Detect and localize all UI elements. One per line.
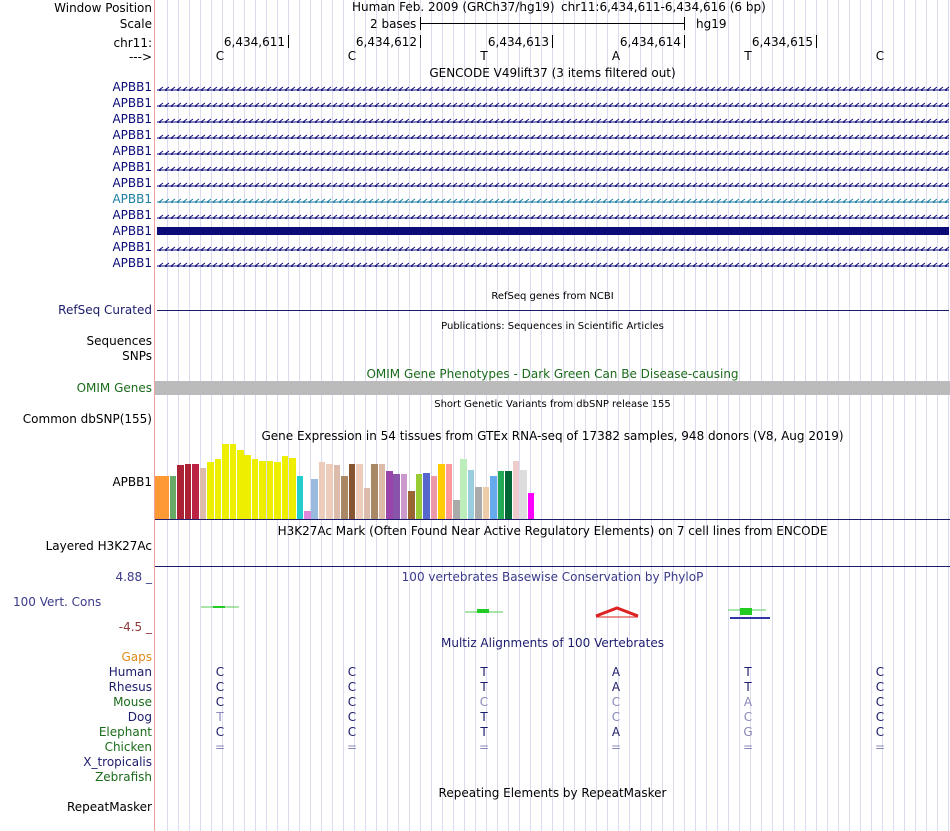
grid-line <box>915 0 916 831</box>
repeatmasker-track-title: Repeating Elements by RepeatMasker <box>438 786 667 800</box>
grid-line <box>552 0 553 831</box>
gtex-tissue-bar[interactable] <box>393 474 400 520</box>
grid-line <box>717 0 718 831</box>
alignment-base: C <box>347 710 357 724</box>
grid-line <box>244 0 245 831</box>
snps-track-label[interactable]: SNPs <box>122 349 152 363</box>
alignment-base: C <box>875 680 885 694</box>
alignment-base: C <box>347 725 357 739</box>
grid-line <box>596 0 597 831</box>
phylop-min-label: -4.5 _ <box>118 620 152 634</box>
grid-line <box>926 0 927 831</box>
sequences-track-label[interactable]: Sequences <box>86 334 152 348</box>
alignment-base: C <box>215 680 225 694</box>
gtex-tissue-bar[interactable] <box>170 476 177 520</box>
alignment-base: C <box>347 665 357 679</box>
grid-line <box>200 0 201 831</box>
gtex-tissue-bar[interactable] <box>416 474 423 520</box>
chrom-label: chr11: <box>113 36 152 50</box>
gencode-transcript[interactable] <box>157 147 949 155</box>
grid-line <box>288 0 289 831</box>
gtex-tissue-bar[interactable] <box>520 470 527 520</box>
alignment-base: T <box>744 665 752 679</box>
reference-base: T <box>744 49 752 63</box>
grid-line <box>431 0 432 831</box>
grid-line <box>321 0 322 831</box>
alignment-base: A <box>611 680 621 694</box>
reference-base: A <box>611 49 621 63</box>
grid-line <box>816 0 817 831</box>
alignment-base: T <box>480 680 488 694</box>
grid-line <box>409 0 410 831</box>
grid-line <box>277 0 278 831</box>
strand-label: ---> <box>128 50 152 64</box>
gtex-tissue-bar[interactable] <box>423 473 430 520</box>
gtex-tissue-bar[interactable] <box>483 487 490 520</box>
alignment-base: = <box>742 740 754 754</box>
grid-line <box>673 0 674 831</box>
reference-base: C <box>215 49 225 63</box>
alignment-base: T <box>744 680 752 694</box>
grid-line <box>574 0 575 831</box>
grid-line <box>849 0 850 831</box>
gtex-tissue-bar[interactable] <box>237 450 244 520</box>
phylop-plot[interactable] <box>155 598 950 626</box>
omim-track-label[interactable]: OMIM Genes <box>76 381 152 395</box>
grid-line <box>519 0 520 831</box>
species-label[interactable]: Zebrafish <box>95 770 152 784</box>
grid-line <box>607 0 608 831</box>
coordinate-tick <box>684 35 685 48</box>
gtex-tissue-bar[interactable] <box>230 444 237 520</box>
gencode-gene-label[interactable]: APBB1 <box>112 192 152 206</box>
grid-line <box>585 0 586 831</box>
grid-line <box>266 0 267 831</box>
grid-line <box>167 0 168 831</box>
coordinate-tick <box>288 35 289 48</box>
refseq-line[interactable] <box>157 310 949 311</box>
grid-line <box>838 0 839 831</box>
gtex-tissue-bar[interactable] <box>341 476 348 520</box>
reference-base: C <box>875 49 885 63</box>
gtex-track-title: Gene Expression in 54 tissues from GTEx RNA-seq of 17382 samples, 948 donors (V8, Aug 2019) <box>261 429 844 443</box>
alignment-base: T <box>480 710 488 724</box>
gtex-tissue-bar[interactable] <box>386 471 393 520</box>
gtex-tissue-bar[interactable] <box>371 464 378 520</box>
gtex-tissue-bar[interactable] <box>319 462 326 520</box>
species-label[interactable]: Elephant <box>98 725 152 739</box>
position-text: chr11:6,434,611-6,434,616 (6 bp) <box>561 0 766 14</box>
gtex-tissue-bar[interactable] <box>207 462 214 520</box>
alignment-base: C <box>743 710 753 724</box>
species-label[interactable]: Rhesus <box>108 680 152 694</box>
alignment-base: = <box>610 740 622 754</box>
alignment-base: T <box>480 665 488 679</box>
gtex-tissue-bar[interactable] <box>282 456 289 520</box>
gtex-tissue-bar[interactable] <box>379 464 386 520</box>
phylop-track-title: 100 vertebrates Basewise Conservation by PhyloP <box>401 570 704 584</box>
grid-line <box>332 0 333 831</box>
gtex-tissue-bar[interactable] <box>468 470 475 520</box>
gencode-track-title: GENCODE V49lift37 (3 items filtered out) <box>429 66 676 80</box>
coordinate-tick <box>816 35 817 48</box>
gtex-tissue-bar[interactable] <box>401 474 408 520</box>
gencode-gene-label[interactable]: APBB1 <box>112 208 152 222</box>
alignment-base: = <box>478 740 490 754</box>
species-label[interactable]: X_tropicalis <box>83 755 152 769</box>
gtex-tissue-bar[interactable] <box>334 465 341 520</box>
phylop-max-label: 4.88 _ <box>115 570 152 584</box>
species-label[interactable]: Chicken <box>104 740 152 754</box>
grid-line <box>508 0 509 831</box>
gtex-tissue-bar[interactable] <box>177 465 184 520</box>
assembly-text: Human Feb. 2009 (GRCh37/hg19) <box>352 0 555 14</box>
grid-line <box>871 0 872 831</box>
gtex-tissue-bar[interactable] <box>289 458 296 520</box>
gencode-transcript[interactable] <box>157 83 949 91</box>
gtex-tissue-bar[interactable] <box>326 464 333 520</box>
grid-line <box>728 0 729 831</box>
grid-line <box>343 0 344 831</box>
gencode-gene-label[interactable]: APBB1 <box>112 80 152 94</box>
reference-base: C <box>347 49 357 63</box>
gtex-tissue-bar[interactable] <box>356 464 363 520</box>
gtex-tissue-bar[interactable] <box>155 476 162 520</box>
gencode-transcript[interactable] <box>157 179 949 187</box>
gencode-transcript[interactable] <box>157 163 949 171</box>
gtex-tissue-bar[interactable] <box>267 461 274 520</box>
grid-line <box>640 0 641 831</box>
gtex-tissue-bar[interactable] <box>200 468 207 520</box>
species-label[interactable]: Dog <box>127 710 152 724</box>
gtex-tissue-bar[interactable] <box>222 444 229 520</box>
grid-line <box>178 0 179 831</box>
alignment-base: A <box>611 665 621 679</box>
coordinate-label: 6,434,612 <box>355 35 417 49</box>
grid-line <box>299 0 300 831</box>
coordinate-label: 6,434,614 <box>619 35 681 49</box>
phylop-mark-4 <box>596 608 638 617</box>
refseq-track-label[interactable]: RefSeq Curated <box>58 303 152 317</box>
scale-bar <box>420 23 684 24</box>
gtex-tissue-bar[interactable] <box>513 461 520 520</box>
grid-line <box>893 0 894 831</box>
grid-line <box>629 0 630 831</box>
alignment-base: T <box>216 710 224 724</box>
gencode-gene-label[interactable]: APBB1 <box>112 176 152 190</box>
grid-line <box>684 0 685 831</box>
grid-line <box>783 0 784 831</box>
refseq-track-title: RefSeq genes from NCBI <box>491 291 614 302</box>
grid-line <box>310 0 311 831</box>
grid-line <box>948 0 949 831</box>
grid-line <box>695 0 696 831</box>
reference-base: T <box>480 49 488 63</box>
omim-track-title: OMIM Gene Phenotypes - Dark Green Can Be Disease-causing <box>366 367 739 381</box>
alignment-base: C <box>479 695 489 709</box>
grid-line <box>420 0 421 831</box>
gencode-transcript[interactable] <box>157 259 949 267</box>
scale-db: hg19 <box>696 17 727 31</box>
alignment-base: C <box>347 680 357 694</box>
grid-line <box>937 0 938 831</box>
phylop-mark-3 <box>465 609 503 613</box>
gencode-gene-label[interactable]: APBB1 <box>112 160 152 174</box>
grid-line <box>211 0 212 831</box>
coordinate-label: 6,434,611 <box>223 35 285 49</box>
grid-line <box>453 0 454 831</box>
gtex-tissue-bar[interactable] <box>438 464 445 520</box>
gencode-transcript[interactable] <box>157 115 949 123</box>
scale-bar-left-end <box>420 17 421 30</box>
alignment-base: = <box>346 740 358 754</box>
gtex-tissue-bar[interactable] <box>244 455 251 520</box>
gtex-tissue-bar[interactable] <box>446 464 453 520</box>
alignment-base: C <box>875 665 885 679</box>
alignment-base: C <box>875 695 885 709</box>
gtex-tissue-bar[interactable] <box>475 487 482 520</box>
gtex-baseline <box>155 519 950 520</box>
gtex-tissue-bar[interactable] <box>311 479 318 520</box>
grid-line <box>442 0 443 831</box>
grid-line <box>805 0 806 831</box>
alignment-base: A <box>743 695 753 709</box>
gencode-transcript[interactable] <box>157 99 949 107</box>
species-label[interactable]: Human <box>108 665 152 679</box>
grid-line <box>563 0 564 831</box>
alignment-base: C <box>215 695 225 709</box>
coordinate-label: 6,434,615 <box>751 35 813 49</box>
grid-line <box>233 0 234 831</box>
grid-line <box>365 0 366 831</box>
gencode-gene-label[interactable]: APBB1 <box>112 256 152 270</box>
gencode-gene-label[interactable]: APBB1 <box>112 144 152 158</box>
gtex-tissue-bar[interactable] <box>460 459 467 520</box>
grid-line <box>651 0 652 831</box>
alignment-base: G <box>743 725 753 739</box>
grid-line <box>904 0 905 831</box>
phylop-mark-5 <box>728 608 770 618</box>
coordinate-tick <box>552 35 553 48</box>
grid-line <box>794 0 795 831</box>
dbsnp-track-title: Short Genetic Variants from dbSNP release 155 <box>434 399 671 410</box>
gencode-transcript[interactable] <box>157 243 949 251</box>
grid-line <box>464 0 465 831</box>
alignment-base: C <box>347 695 357 709</box>
gtex-tissue-bar[interactable] <box>349 464 356 520</box>
gencode-transcript[interactable] <box>157 195 949 203</box>
grid-line <box>189 0 190 831</box>
gtex-tissue-bar[interactable] <box>453 500 460 520</box>
gaps-label: Gaps <box>121 650 152 664</box>
dbsnp-track-label[interactable]: Common dbSNP(155) <box>22 412 152 426</box>
h3k27ac-track-title: H3K27Ac Mark (Often Found Near Active Regulatory Elements) on 7 cell lines from ENCODE <box>277 524 828 538</box>
gtex-tissue-bar[interactable] <box>274 462 281 520</box>
gtex-tissue-bar[interactable] <box>162 476 169 520</box>
coordinate-label: 6,434,613 <box>487 35 549 49</box>
grid-line <box>541 0 542 831</box>
gencode-gene-label[interactable]: APBB1 <box>112 224 152 238</box>
coordinate-tick <box>420 35 421 48</box>
alignment-base: A <box>611 725 621 739</box>
grid-line <box>860 0 861 831</box>
omim-bar[interactable] <box>155 381 950 395</box>
gtex-tissue-bar[interactable] <box>185 464 192 520</box>
grid-line <box>530 0 531 831</box>
gencode-transcript[interactable] <box>157 211 949 219</box>
alignment-base: C <box>611 710 621 724</box>
scale-label: Scale <box>119 17 152 31</box>
grid-line <box>761 0 762 831</box>
grid-line <box>739 0 740 831</box>
phylop-mark-1 <box>201 606 239 608</box>
gtex-tissue-bar[interactable] <box>364 488 371 520</box>
gtex-tissue-bar[interactable] <box>431 476 438 520</box>
gtex-tissue-bar[interactable] <box>252 459 259 520</box>
phylop-track-label[interactable]: 100 Vert. Cons <box>13 595 102 609</box>
gtex-tissue-bar[interactable] <box>215 459 222 520</box>
repeatmasker-track-label[interactable]: RepeatMasker <box>66 800 152 814</box>
grid-line <box>475 0 476 831</box>
gtex-tissue-bar[interactable] <box>490 476 497 520</box>
grid-line <box>387 0 388 831</box>
h3k27ac-track-label[interactable]: Layered H3K27Ac <box>45 539 152 553</box>
scale-text: 2 bases <box>370 17 417 31</box>
multiz-track-title: Multiz Alignments of 100 Vertebrates <box>440 636 665 650</box>
grid-line <box>662 0 663 831</box>
gtex-tissue-bar[interactable] <box>259 461 266 520</box>
gencode-gene-label[interactable]: APBB1 <box>112 240 152 254</box>
alignment-base: C <box>875 725 885 739</box>
alignment-base: C <box>215 665 225 679</box>
gtex-tissue-bar[interactable] <box>408 491 415 520</box>
grid-line <box>827 0 828 831</box>
gencode-gene-label[interactable]: APBB1 <box>112 128 152 142</box>
publications-track-title: Publications: Sequences in Scientific Articles <box>441 321 664 332</box>
grid-line <box>706 0 707 831</box>
scale-bar-right-end <box>684 17 685 30</box>
gtex-tissue-bar[interactable] <box>528 493 535 520</box>
gencode-gene-label[interactable]: APBB1 <box>112 112 152 126</box>
grid-line <box>255 0 256 831</box>
gtex-bar-chart[interactable] <box>155 440 535 520</box>
grid-line <box>772 0 773 831</box>
gencode-transcript[interactable] <box>157 227 949 235</box>
gtex-tissue-bar[interactable] <box>297 476 304 520</box>
gencode-transcript[interactable] <box>157 131 949 139</box>
grid-line <box>376 0 377 831</box>
species-label[interactable]: Mouse <box>113 695 152 709</box>
gtex-track-label[interactable]: APBB1 <box>112 475 152 489</box>
alignment-base: C <box>215 725 225 739</box>
alignment-base: T <box>480 725 488 739</box>
alignment-base: C <box>611 695 621 709</box>
label-divider <box>154 0 155 831</box>
gtex-tissue-bar[interactable] <box>498 471 505 520</box>
alignment-base: = <box>214 740 226 754</box>
alignment-base: C <box>875 710 885 724</box>
grid-line <box>398 0 399 831</box>
gencode-gene-label[interactable]: APBB1 <box>112 96 152 110</box>
h3k27ac-baseline <box>155 566 950 567</box>
window-position-label: Window Position <box>54 1 152 15</box>
gtex-tissue-bar[interactable] <box>192 464 199 520</box>
gtex-tissue-bar[interactable] <box>505 471 512 520</box>
alignment-base: = <box>874 740 886 754</box>
grid-line <box>497 0 498 831</box>
